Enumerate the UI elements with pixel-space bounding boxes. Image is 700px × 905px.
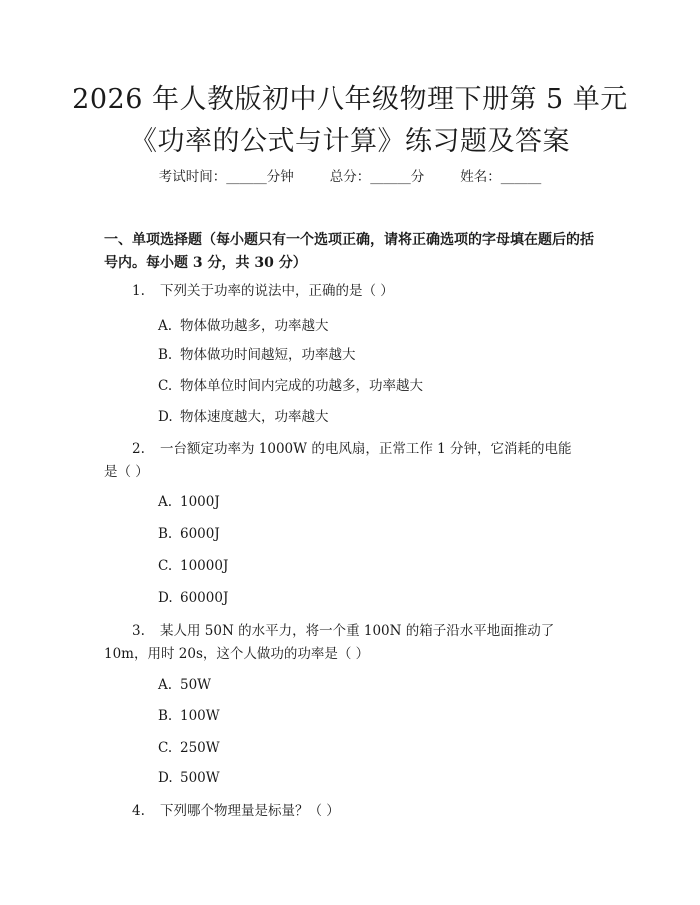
- question-number: 1.: [132, 283, 145, 299]
- question-1: [104, 280, 584, 303]
- exam-time: 考试时间：______分钟: [158, 169, 294, 185]
- q2-option-a: [158, 492, 220, 512]
- option-text: 物体做功时间越短，功率越大: [180, 347, 356, 363]
- option-letter: C.: [158, 740, 173, 756]
- option-letter: D.: [158, 770, 173, 786]
- exam-total-score: 总分：______分: [329, 169, 425, 185]
- q1-option-b: [158, 345, 356, 365]
- question-number: 4.: [132, 803, 145, 819]
- q3-option-b: [158, 706, 220, 726]
- q1-option-d: [158, 407, 329, 427]
- question-4: [104, 800, 584, 823]
- option-letter: A.: [158, 494, 173, 510]
- q3-option-a: [158, 675, 211, 695]
- q2-option-d: [158, 588, 228, 608]
- section-heading-1: 一、单项选择题（每小题只有一个选项正确，请将正确选项的字母填在题后的括号内。每小题 3 分，共 30 分）: [104, 232, 594, 271]
- option-letter: B.: [158, 347, 173, 363]
- option-letter: D.: [158, 409, 173, 425]
- option-text: 物体单位时间内完成的功越多，功率越大: [180, 378, 423, 394]
- question-3: [104, 620, 584, 666]
- question-number: 2.: [132, 441, 145, 457]
- question-text: 一台额定功率为 1000W 的电风扇，正常工作 1 分钟，它消耗的电能是（ ）: [104, 441, 572, 480]
- title-line-1: 2026 年人教版初中八年级物理下册第 5 单元: [72, 84, 628, 115]
- exam-name: 姓名：______: [460, 169, 542, 185]
- option-letter: A.: [158, 318, 173, 334]
- option-letter: B.: [158, 708, 173, 724]
- question-number: 3.: [132, 623, 145, 639]
- question-text: 某人用 50N 的水平力，将一个重 100N 的箱子沿水平地面推动了 10m，用时 20s，这个人做功的功率是（ ）: [104, 623, 555, 662]
- question-2: [104, 438, 584, 484]
- option-text: 50W: [180, 677, 212, 693]
- option-letter: C.: [158, 558, 173, 574]
- option-text: 500W: [180, 770, 220, 786]
- option-text: 60000J: [180, 590, 229, 606]
- option-text: 1000J: [180, 494, 220, 510]
- question-text: 下列关于功率的说法中，正确的是（ ）: [160, 283, 394, 299]
- question-text: 下列哪个物理量是标量？（ ）: [160, 803, 340, 819]
- q2-option-b: [158, 524, 220, 544]
- option-letter: A.: [158, 677, 173, 693]
- option-text: 250W: [180, 740, 220, 756]
- option-letter: C.: [158, 378, 173, 394]
- option-text: 物体做功越多，功率越大: [180, 318, 329, 334]
- option-text: 物体速度越大，功率越大: [180, 409, 329, 425]
- exam-meta: [0, 167, 700, 187]
- title-line-2: 《功率的公式与计算》练习题及答案: [130, 126, 570, 157]
- q2-option-c: [158, 556, 228, 576]
- q1-option-c: [158, 376, 423, 396]
- option-text: 10000J: [180, 558, 229, 574]
- option-letter: D.: [158, 590, 173, 606]
- q3-option-c: [158, 738, 220, 758]
- option-text: 100W: [180, 708, 220, 724]
- q3-option-d: [158, 768, 220, 788]
- option-text: 6000J: [180, 526, 220, 542]
- q1-option-a: [158, 316, 329, 336]
- option-letter: B.: [158, 526, 173, 542]
